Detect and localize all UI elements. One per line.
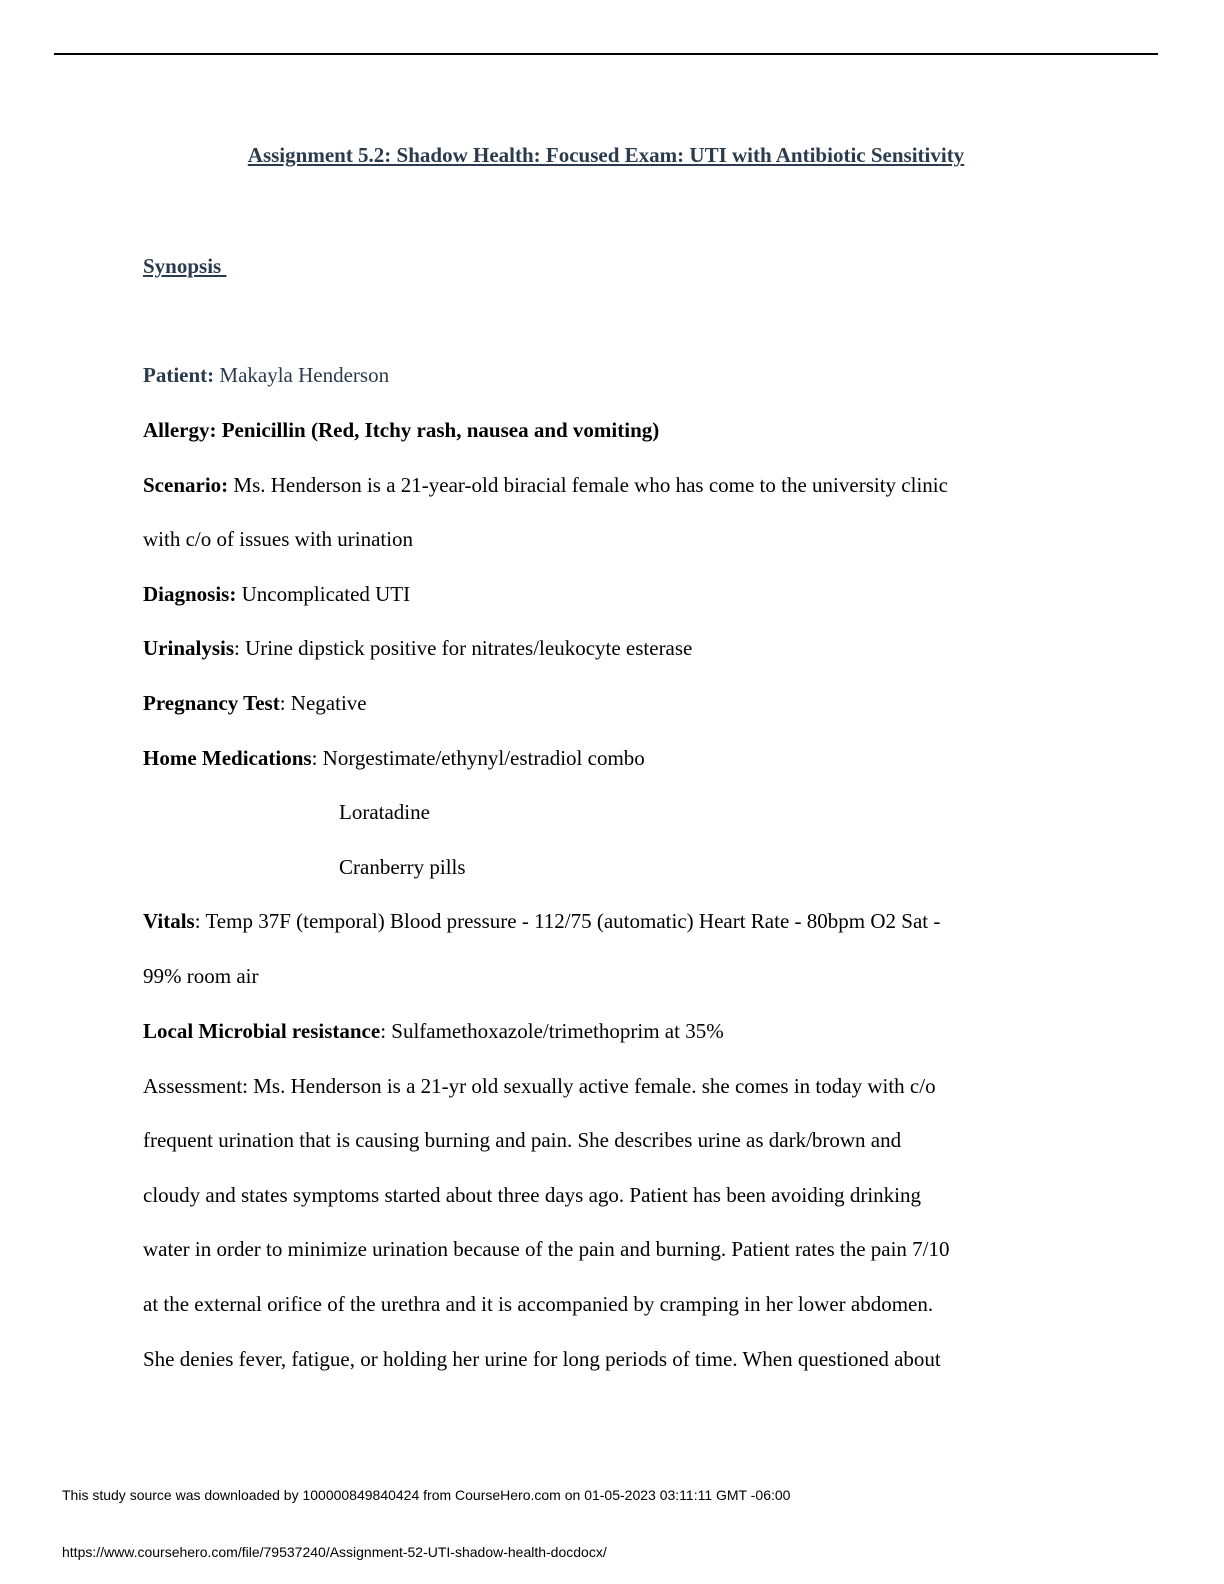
- microbial-label: Local Microbial resistance: [143, 1019, 381, 1043]
- pregnancy-value: : Negative: [279, 691, 367, 715]
- microbial-line: [143, 1017, 724, 1045]
- diagnosis-line: [143, 580, 410, 608]
- vitals-value: : Temp 37F (temporal) Blood pressure - 112/75 (automatic) Heart Rate - 80bpm O2 Sat -: [194, 909, 941, 933]
- home-med-item: Cranberry pills: [339, 855, 466, 879]
- scenario-value: Ms. Henderson is a 21-year-old biracial female who has come to the university clinic: [228, 473, 948, 497]
- home-meds-line: [143, 744, 645, 772]
- microbial-value: : Sulfamethoxazole/trimethoprim at 35%: [380, 1019, 724, 1043]
- allergy-line: [143, 416, 659, 444]
- vitals-line-2: 99% room air: [143, 964, 259, 988]
- assessment-line: at the external orifice of the urethra and it is accompanied by cramping in her lower abdomen.: [143, 1292, 934, 1316]
- assessment-line: Assessment: Ms. Henderson is a 21-yr old sexually active female. she comes in today with c/o: [143, 1074, 936, 1098]
- allergy-label: Allergy: Penicillin (Red, Itchy rash, nausea and vomiting): [143, 418, 660, 442]
- home-meds-value: : Norgestimate/ethynyl/estradiol combo: [311, 746, 645, 770]
- assessment-line: water in order to minimize urination because of the pain and burning. Patient rates the pain 7/10: [143, 1237, 950, 1261]
- synopsis-heading: Synopsis: [143, 254, 227, 278]
- diagnosis-label: Diagnosis:: [143, 582, 237, 606]
- patient-label: Patient:: [143, 363, 215, 387]
- assessment-line: cloudy and states symptoms started about three days ago. Patient has been avoiding drinking: [143, 1183, 922, 1207]
- footer-source-note: This study source was downloaded by 100000849840424 from CourseHero.com on 01-05-2023 03:11:11 GMT -06:00: [62, 1487, 791, 1503]
- vitals-label: Vitals: [143, 909, 195, 933]
- header-rule: [54, 53, 1158, 55]
- assessment-line: frequent urination that is causing burning and pain. She describes urine as dark/brown and: [143, 1128, 902, 1152]
- home-med-item: Loratadine: [339, 800, 430, 824]
- urinalysis-line: [143, 634, 692, 662]
- urinalysis-value: : Urine dipstick positive for nitrates/leukocyte esterase: [234, 636, 693, 660]
- diagnosis-value: Uncomplicated UTI: [236, 582, 411, 606]
- scenario-label: Scenario:: [143, 473, 229, 497]
- vitals-line-1: [143, 907, 940, 935]
- home-meds-label: Home Medications: [143, 746, 312, 770]
- assessment-line: She denies fever, fatigue, or holding her urine for long periods of time. When questioned about: [143, 1347, 941, 1371]
- pregnancy-line: [143, 689, 367, 717]
- patient-value: Makayla Henderson: [214, 363, 390, 387]
- scenario-line-1: [143, 471, 948, 499]
- patient-line: [143, 361, 389, 389]
- document-title: Assignment 5.2: Shadow Health: Focused Exam: UTI with Antibiotic Sensitivity: [247, 143, 965, 167]
- pregnancy-label: Pregnancy Test: [143, 691, 280, 715]
- scenario-line-2: with c/o of issues with urination: [143, 527, 414, 551]
- urinalysis-label: Urinalysis: [143, 636, 235, 660]
- footer-url-link[interactable]: https://www.coursehero.com/file/79537240/Assignment-52-UTI-shadow-health-docdocx/: [62, 1544, 607, 1560]
